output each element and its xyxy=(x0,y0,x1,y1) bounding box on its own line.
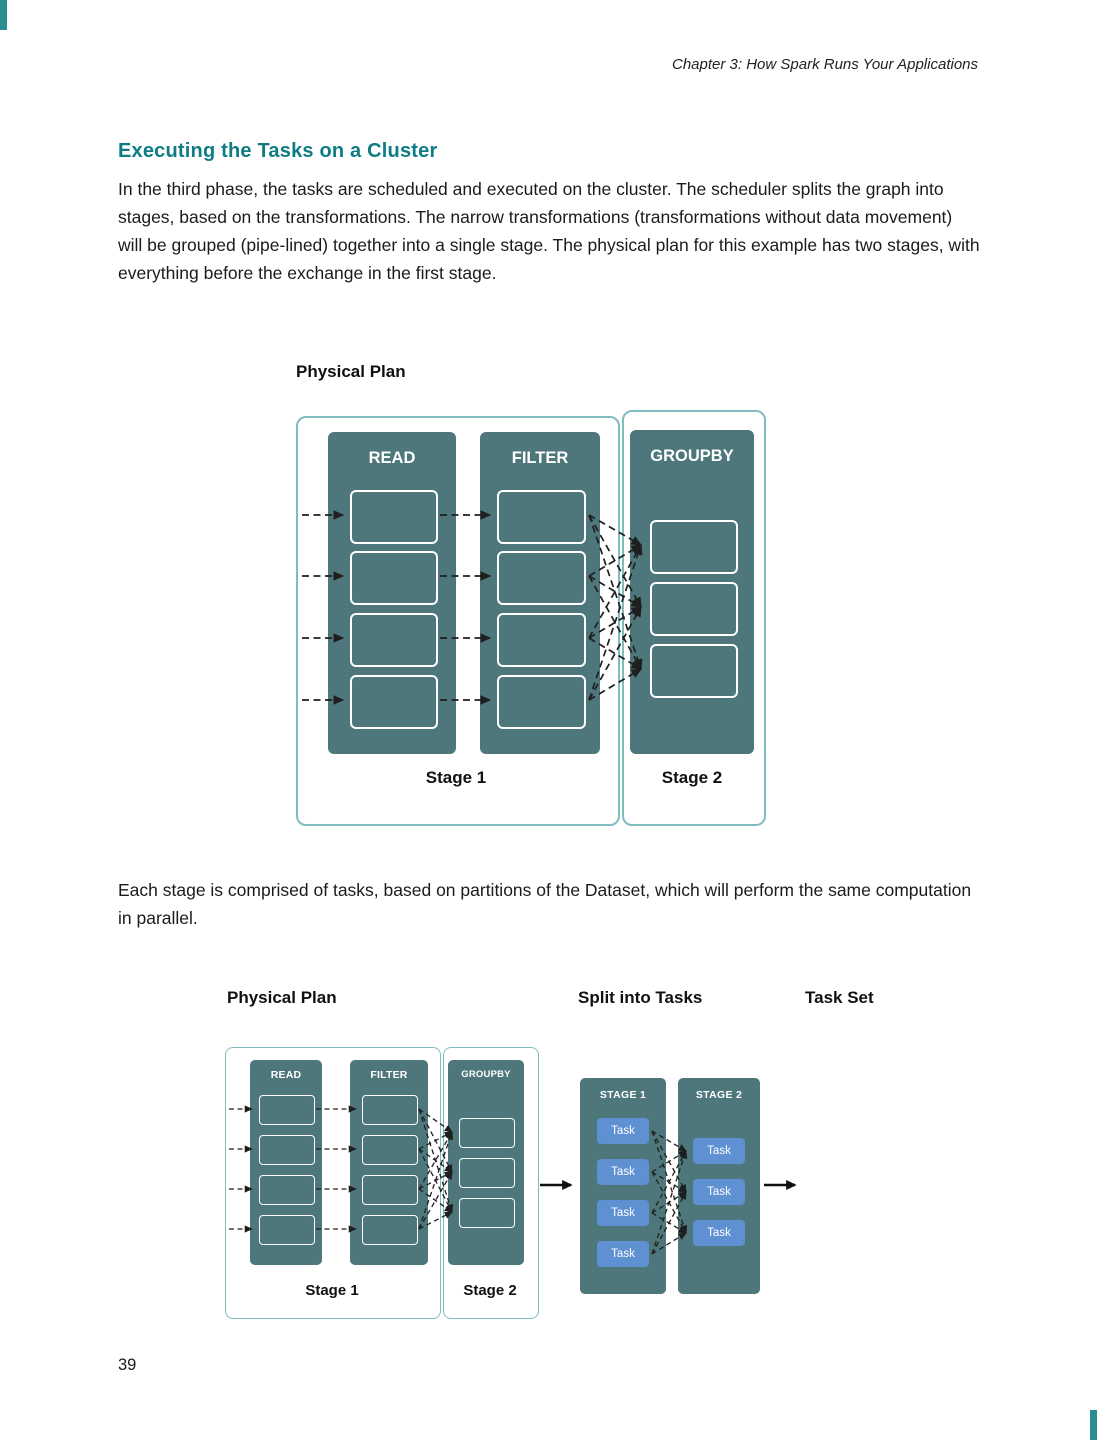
partition-box xyxy=(497,490,586,544)
partition-box xyxy=(259,1175,315,1205)
chapter-running-header: Chapter 3: How Spark Runs Your Applications xyxy=(672,56,978,73)
partition-box xyxy=(350,490,438,544)
stage1-label: Stage 1 xyxy=(425,768,487,787)
groupby-column-small xyxy=(448,1060,524,1265)
partition-box xyxy=(350,613,438,667)
groupby-column-label: GROUPBY xyxy=(461,1069,511,1080)
partition-box xyxy=(259,1135,315,1165)
diagram2-physical-plan-title: Physical Plan xyxy=(227,988,337,1007)
diagram2-split-title: Split into Tasks xyxy=(578,988,703,1007)
task-box: Task xyxy=(597,1200,649,1226)
read-column xyxy=(328,432,456,754)
task-box: Task xyxy=(693,1220,745,1246)
page-number: 39 xyxy=(118,1356,137,1374)
filter-column-label: FILTER xyxy=(511,449,569,467)
task-stage1-column xyxy=(580,1078,666,1294)
body-paragraph-1: In the third phase, the tasks are scheduled and executed on the cluster. The scheduler splits the graph into stages, based on the transformations. The narrow transformations (transformations without data movement) will be grouped (pipe-lined) together into a single stage. The physical plan for this example has two stages, with everything before the exchange in the first stage. xyxy=(118,179,980,283)
filter-column xyxy=(480,432,600,754)
section-heading: Executing the Tasks on a Cluster xyxy=(118,140,438,162)
task-stage1-column-label: STAGE 1 xyxy=(599,1089,647,1101)
partition-box xyxy=(350,551,438,605)
groupby-column-label: GROUPBY xyxy=(650,447,734,465)
task-box: Task xyxy=(693,1138,745,1164)
task-stage2-column xyxy=(678,1078,760,1294)
task-box: Task xyxy=(597,1241,649,1267)
read-column-label: READ xyxy=(368,449,416,467)
page-corner-accent-bottom xyxy=(1090,1410,1097,1440)
partition-box xyxy=(362,1175,418,1205)
body-paragraph-2: Each stage is comprised of tasks, based on partitions of the Dataset, which will perform the same computation in parallel. xyxy=(118,880,972,928)
filter-column-label: FILTER xyxy=(370,1069,408,1081)
filter-column-small xyxy=(350,1060,428,1265)
read-column-small xyxy=(250,1060,322,1265)
read-column-label: READ xyxy=(270,1069,302,1081)
page-corner-accent-top xyxy=(0,0,7,30)
partition-box xyxy=(497,675,586,729)
partition-box xyxy=(650,520,738,574)
partition-box xyxy=(362,1215,418,1245)
stage2-label: Stage 2 xyxy=(661,768,723,787)
partition-box xyxy=(259,1095,315,1125)
partition-box xyxy=(459,1118,515,1148)
partition-box xyxy=(362,1135,418,1165)
partition-box xyxy=(650,644,738,698)
task-box: Task xyxy=(693,1179,745,1205)
diagram2-task-set-title: Task Set xyxy=(805,988,874,1007)
task-box: Task xyxy=(597,1118,649,1144)
partition-box xyxy=(650,582,738,636)
partition-box xyxy=(459,1198,515,1228)
partition-box xyxy=(350,675,438,729)
groupby-column xyxy=(630,430,754,754)
stage2-label-small: Stage 2 xyxy=(463,1282,517,1299)
partition-box xyxy=(259,1215,315,1245)
partition-box xyxy=(362,1095,418,1125)
partition-box xyxy=(459,1158,515,1188)
task-stage2-column-label: STAGE 2 xyxy=(695,1089,743,1101)
partition-box xyxy=(497,613,586,667)
diagram1-title: Physical Plan xyxy=(296,362,406,381)
task-box: Task xyxy=(597,1159,649,1185)
partition-box xyxy=(497,551,586,605)
stage1-label-small: Stage 1 xyxy=(305,1282,359,1299)
